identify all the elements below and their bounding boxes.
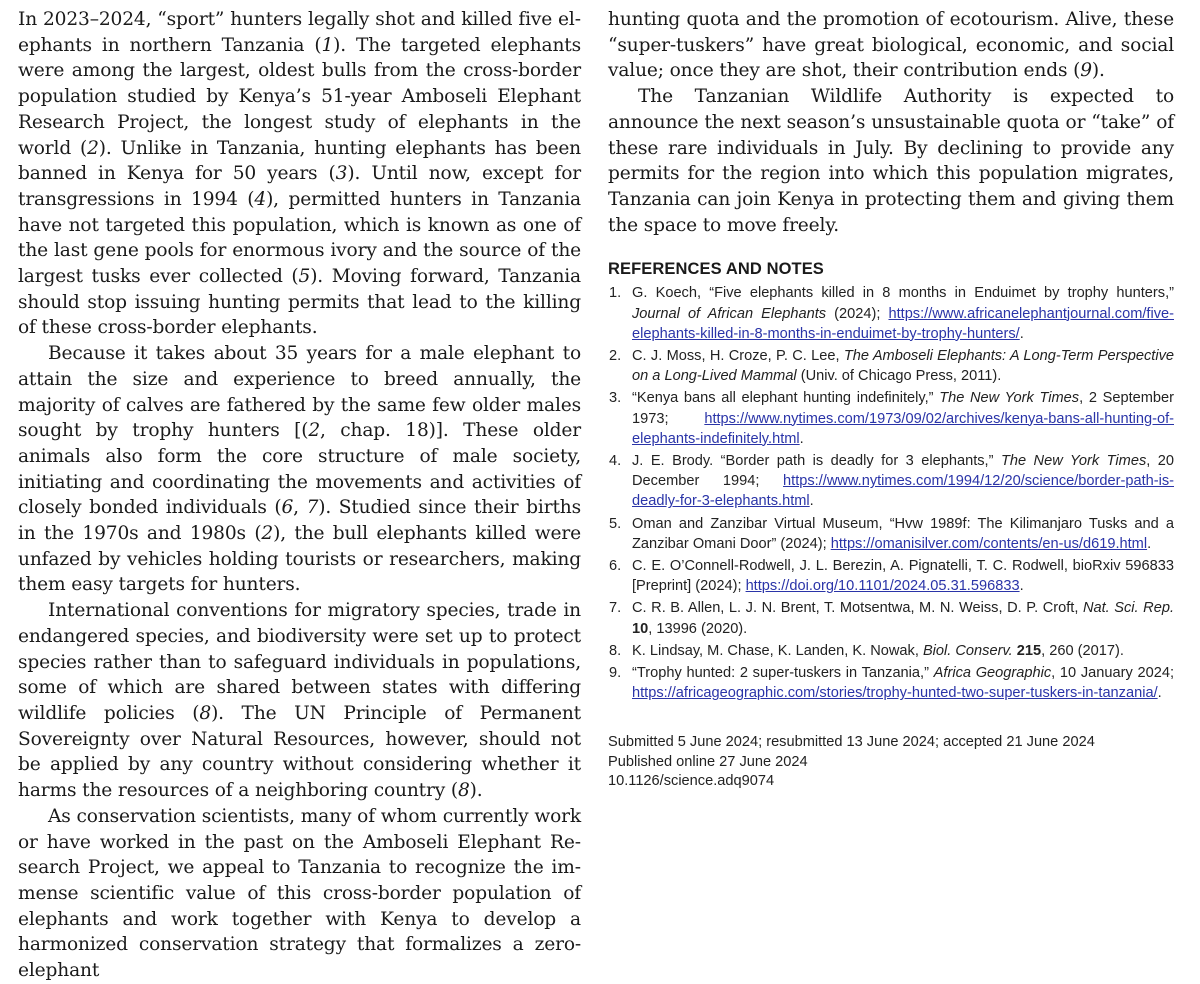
italic-text: The Amboseli Elephants: A Long-Term Perspective on a Long-Lived Mammal: [632, 347, 1174, 385]
italic-text: 4: [254, 188, 267, 210]
text-run: ), permitted hunters in Tanzania have not targeted this population, which is known as one of the last gene pools for enormous ivory and the source of the largest tusks ever collected (: [18, 188, 581, 288]
text-run: C. E. O’Connell-Rodwell, J. L. Berezin, A. Pignatelli, T. C. Rodwell, bioRxiv 596833 [Preprint] (2024);: [632, 557, 1174, 595]
italic-text: Nat. Sci. Rep.: [1082, 600, 1174, 617]
reference-item: [608, 641, 1174, 661]
reference-number: 3.: [609, 390, 622, 407]
reference-item: [608, 388, 1174, 449]
text-run: .: [1157, 685, 1162, 702]
text-run: , chap. 18)]. These older animals also form the core structure of male society, initiating and coordinating the movements and activities of closely bonded individuals (: [18, 420, 581, 519]
reference-number: 8.: [609, 642, 622, 659]
volume-number: 10: [632, 620, 649, 637]
reference-link[interactable]: https://www.nytimes.com/1994/12/20/science/border-path-is-deadly-for-3-elephants.html: [632, 473, 1174, 510]
reference-number: 5.: [609, 515, 622, 532]
reference-number: 1.: [609, 285, 622, 302]
italic-text: 2: [308, 420, 320, 442]
italic-text: Journal of African Elephants: [632, 305, 827, 322]
article-metadata: [608, 733, 1174, 792]
italic-text: 6: [281, 497, 294, 519]
text-run: J. E. Brody. “Border path is deadly for 3 elephants,”: [632, 452, 1001, 469]
reference-number: 6.: [609, 557, 622, 574]
text-run: hunting quota and the promotion of ecotourism. Alive, these “super-tuskers” have great biological, economic, and social value; once they are shot, their contribution ends (: [608, 9, 1174, 82]
reference-item: [608, 663, 1174, 703]
text-run: .: [1019, 325, 1024, 342]
text-run: As conservation scientists, many of whom currently work or have worked in the past on the Amboseli Elephant Research Project, we appeal to Tanzania to recognize the immense scientific value of this cross-border population of elephants and work together with Kenya to develop a harmonized conservation strategy that formalizes a zero-elephant: [18, 805, 581, 982]
italic-text: The New York Times: [939, 390, 1080, 407]
body-paragraph: [18, 7, 581, 341]
text-run: Oman and Zanzibar Virtual Museum, “Hvw 1989f: The Kilimanjaro Tusks and a Zanzibar Omani Door” (2024);: [632, 515, 1174, 552]
published-date: Published online 27 June 2024: [608, 753, 808, 770]
reference-link[interactable]: https://doi.org/10.1101/2024.05.31.596833: [745, 578, 1020, 595]
reference-link[interactable]: https://omanisilver.com/contents/en-us/d619.html: [830, 535, 1148, 552]
text-run: “Kenya bans all elephant hunting indefinitely,”: [632, 390, 940, 407]
body-paragraph: [18, 598, 581, 804]
submission-dates: Submitted 5 June 2024; resubmitted 13 June 2024; accepted 21 June 2024: [608, 734, 1095, 751]
text-run: ).: [469, 780, 483, 802]
text-run: , 2 September 1973;: [632, 390, 1174, 427]
reference-item: [608, 283, 1174, 344]
text-run: (2024);: [826, 305, 889, 322]
text-run: ,: [293, 497, 307, 519]
text-run: G. Koech, “Five elephants killed in 8 months in Enduimet by trophy hunters,”: [632, 285, 1174, 302]
text-run: ). Studied since their births in the 1970s and 1980s (: [18, 497, 581, 545]
body-paragraph: [18, 341, 581, 598]
body-paragraph: [608, 84, 1174, 238]
text-run: C. R. B. Allen, L. J. N. Brent, T. Motsentwa, M. N. Weiss, D. P. Croft,: [632, 600, 1083, 617]
text-run: Because it takes about 35 years for a male elephant to attain the size and experience to breed annually, the majority of calves are fathered by the same few older males sought by trophy hunters [(: [18, 343, 581, 442]
text-run: .: [809, 493, 814, 510]
text-run: (Univ. of Chicago Press, 2011).: [796, 368, 1002, 385]
text-run: K. Lindsay, M. Chase, K. Landen, K. Nowak,: [632, 642, 923, 659]
italic-text: The New York Times: [1000, 452, 1147, 469]
italic-text: 8: [457, 780, 470, 802]
text-run: .: [1019, 578, 1024, 595]
italic-text: 2: [261, 523, 274, 545]
doi: 10.1126/science.adq9074: [608, 773, 775, 790]
text-run: , 260 (2017).: [1041, 642, 1124, 659]
italic-text: 9: [1080, 60, 1092, 82]
text-run: ). Until now, except for transgressions in 1994 (: [18, 163, 581, 210]
italic-text: 5: [298, 266, 311, 288]
text-run: , 13996 (2020).: [648, 620, 748, 637]
text-run: ). The targeted elephants were among the largest, oldest bulls from the cross-border population studied by Kenya’s 51-year Amboseli Elephant Research Project, the longest study of elephants in the world (: [18, 34, 581, 159]
reference-link[interactable]: https://www.africanelephantjournal.com/five-elephants-killed-in-8-months-in-enduimet-by-trophy-hunters/: [632, 305, 1174, 342]
italic-text: Africa Geographic: [933, 664, 1052, 681]
text-run: “Trophy hunted: 2 super-tuskers in Tanzania,”: [632, 664, 934, 681]
letter-body-right-column: [608, 7, 1174, 238]
text-run: International conventions for migratory species, trade in endangered species, and biodiversity were set up to protect species rather than to safeguard individuals in populations, some of which are shared between states with differing wildlife policies (: [18, 600, 581, 724]
italic-text: 2: [87, 137, 99, 159]
italic-text: 7: [306, 497, 319, 519]
reference-item: [608, 514, 1174, 554]
italic-text: Biol. Conserv.: [922, 642, 1013, 659]
text-run: ), the bull elephants killed were unfazed by vehicles holding tourists or researchers, making them easy targets for hunters.: [18, 523, 581, 596]
reference-number: 2.: [609, 347, 622, 364]
letter-body-left-column: [18, 7, 581, 984]
italic-text: 8: [199, 702, 212, 724]
reference-link[interactable]: https://africageographic.com/stories/trophy-hunted-two-super-tuskers-in-tanzania/: [632, 685, 1158, 702]
text-run: ). The UN Principle of Permanent Sovereignty over Natural Resources, however, should not be applied by any country without considering whether it harms the resources of a neighboring country (: [18, 702, 581, 802]
text-run: The Tanzanian Wildlife Authority is expected to announce the next season’s unsustainable quota or “take” of these rare individuals in July. By declining to provide any permits for the region into which this population migrates, Tanzania can join Kenya in protecting them and giving them the space to move freely.: [608, 86, 1174, 236]
body-paragraph: [608, 7, 1174, 84]
italic-text: 1: [321, 34, 334, 56]
reference-item: [608, 556, 1174, 596]
text-run: ). Moving forward, Tanzania should stop issuing hunting permits that lead to the killing of these cross-border elephants.: [18, 266, 581, 339]
text-run: .: [799, 430, 804, 447]
reference-item: [608, 451, 1174, 512]
text-run: , 20 December 1994;: [632, 452, 1175, 490]
references-list: [608, 283, 1174, 703]
right-column: [608, 7, 1174, 792]
reference-number: 4.: [609, 452, 622, 469]
text-run: C. J. Moss, H. Croze, P. C. Lee,: [632, 347, 844, 364]
reference-link[interactable]: https://www.nytimes.com/1973/09/02/archives/kenya-bans-all-hunting-of-elephants-indefinitely.html: [632, 410, 1174, 447]
italic-text: 3: [335, 163, 348, 185]
body-paragraph: [18, 804, 581, 984]
reference-item: [608, 346, 1174, 386]
text-run: In 2023–2024, “sport” hunters legally shot and killed five elephants in northern Tanzania (: [18, 9, 581, 56]
reference-number: 9.: [609, 664, 622, 681]
text-run: .: [1147, 535, 1152, 552]
reference-item: [608, 598, 1174, 638]
text-run: ).: [1091, 60, 1105, 82]
reference-number: 7.: [609, 600, 622, 617]
references-heading: REFERENCES AND NOTES: [608, 260, 824, 279]
text-run: , 10 January 2024;: [1051, 664, 1175, 681]
text-run: ). Unlike in Tanzania, hunting elephants has been banned in Kenya for 50 years (: [18, 137, 581, 185]
volume-number: 215: [1016, 642, 1042, 659]
